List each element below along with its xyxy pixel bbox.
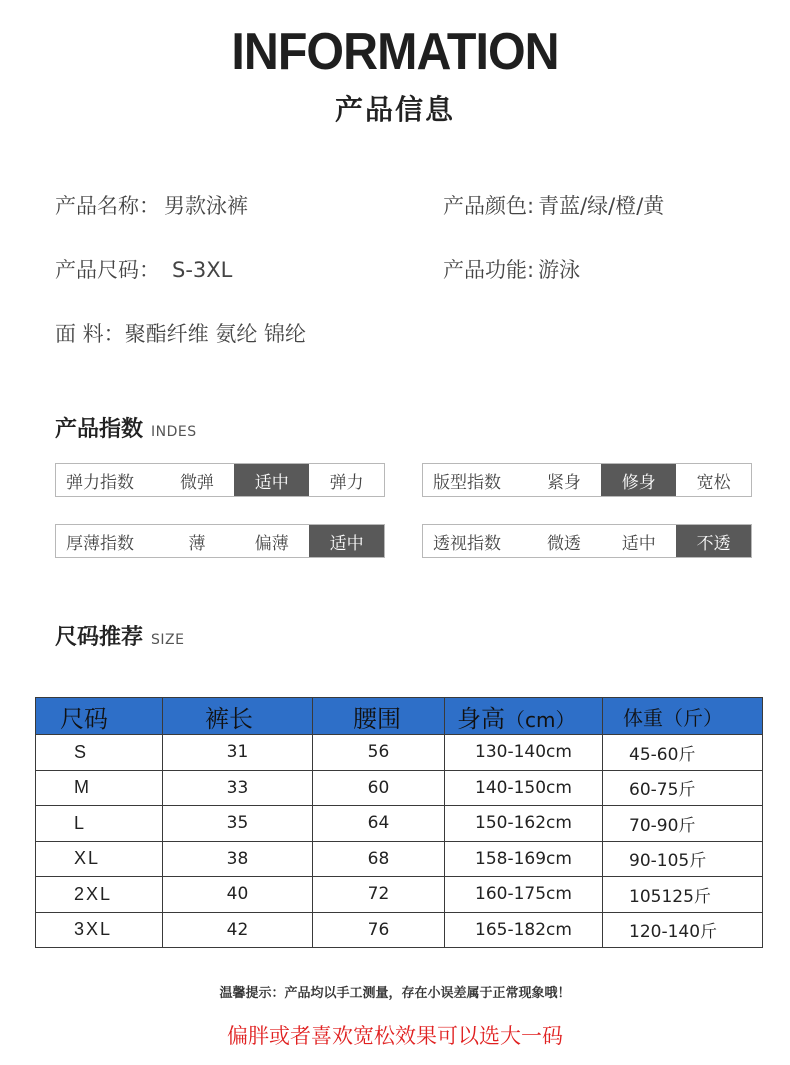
cell-length: 38 bbox=[163, 841, 313, 877]
index-section-title bbox=[55, 412, 197, 443]
product-size-label: 产品尺码： bbox=[55, 258, 160, 282]
product-color-value: 青蓝/绿/橙/黄 bbox=[538, 194, 665, 218]
thickness-option-medium: 适中 bbox=[309, 525, 384, 557]
cell-size: XL bbox=[36, 841, 163, 877]
thickness-option-thin: 薄 bbox=[188, 533, 206, 554]
cell-weight: 70-90斤 bbox=[603, 806, 763, 842]
elasticity-index-label: 弹力指数 bbox=[66, 472, 134, 493]
header-waist: 腰围 bbox=[313, 698, 445, 735]
cell-height: 160-175cm bbox=[445, 877, 603, 913]
cell-waist: 76 bbox=[313, 912, 445, 948]
thickness-index bbox=[55, 524, 385, 558]
measurement-tip: 温馨提示：产品均以手工测量，存在小误差属于正常现象哦！ bbox=[219, 986, 571, 1001]
cell-waist: 60 bbox=[313, 770, 445, 806]
cell-weight: 60-75斤 bbox=[603, 770, 763, 806]
product-color-row bbox=[443, 190, 664, 220]
thickness-option-slightly-thin: 偏薄 bbox=[254, 533, 289, 554]
transparency-option-slight: 微透 bbox=[546, 533, 581, 554]
fit-option-slim: 修身 bbox=[601, 464, 676, 496]
page-title-en: INFORMATION bbox=[231, 23, 559, 81]
cell-length: 42 bbox=[163, 912, 313, 948]
cell-waist: 56 bbox=[313, 735, 445, 771]
size-section-subtitle: SIZE bbox=[151, 632, 185, 648]
cell-size: S bbox=[36, 735, 163, 771]
cell-size: 2XL bbox=[36, 877, 163, 913]
cell-length: 35 bbox=[163, 806, 313, 842]
header-height bbox=[445, 698, 603, 735]
size-table-header bbox=[36, 698, 763, 735]
cell-length: 33 bbox=[163, 770, 313, 806]
product-function-label: 产品功能: bbox=[443, 258, 535, 282]
cell-waist: 68 bbox=[313, 841, 445, 877]
table-row bbox=[36, 912, 763, 948]
header-height-label: 身高 bbox=[457, 704, 505, 733]
table-row bbox=[36, 770, 763, 806]
elasticity-index bbox=[55, 463, 385, 497]
table-row bbox=[36, 806, 763, 842]
cell-length: 31 bbox=[163, 735, 313, 771]
transparency-index-label: 透视指数 bbox=[433, 533, 501, 554]
header-height-unit: （cm） bbox=[505, 707, 576, 732]
product-name-value: 男款泳裤 bbox=[164, 194, 248, 218]
product-size-row bbox=[55, 254, 232, 284]
size-section-title bbox=[55, 620, 184, 651]
cell-height: 130-140cm bbox=[445, 735, 603, 771]
table-row bbox=[36, 877, 763, 913]
table-row bbox=[36, 841, 763, 877]
header-size: 尺码 bbox=[36, 698, 163, 735]
cell-weight: 120-140斤 bbox=[603, 912, 763, 948]
product-function-value: 游泳 bbox=[538, 258, 581, 282]
size-advice-note: 偏胖或者喜欢宽松效果可以选大一码 bbox=[227, 1024, 563, 1048]
elasticity-option-medium: 适中 bbox=[234, 464, 309, 496]
header-weight-unit: （斤） bbox=[663, 705, 723, 730]
header-length: 裤长 bbox=[163, 698, 313, 735]
product-material-value: 聚酯纤维 氨纶 锦纶 bbox=[124, 322, 307, 346]
cell-height: 140-150cm bbox=[445, 770, 603, 806]
cell-weight: 45-60斤 bbox=[603, 735, 763, 771]
cell-size: 3XL bbox=[36, 912, 163, 948]
transparency-option-medium: 适中 bbox=[621, 533, 656, 554]
transparency-index bbox=[422, 524, 752, 558]
fit-option-loose: 宽松 bbox=[696, 472, 731, 493]
thickness-index-label: 厚薄指数 bbox=[66, 533, 134, 554]
fit-index bbox=[422, 463, 752, 497]
header-weight bbox=[603, 698, 763, 735]
elasticity-option-slight: 微弹 bbox=[179, 472, 214, 493]
cell-waist: 72 bbox=[313, 877, 445, 913]
fit-index-label: 版型指数 bbox=[433, 472, 501, 493]
page-title-cn: 产品信息 bbox=[334, 93, 455, 126]
product-material-label: 面 料： bbox=[55, 322, 125, 346]
product-name-row bbox=[55, 190, 248, 220]
table-row bbox=[36, 735, 763, 771]
product-name-label: 产品名称： bbox=[55, 194, 160, 218]
cell-size: L bbox=[36, 806, 163, 842]
elasticity-option-high: 弹力 bbox=[329, 472, 364, 493]
cell-size: M bbox=[36, 770, 163, 806]
cell-waist: 64 bbox=[313, 806, 445, 842]
fit-option-tight: 紧身 bbox=[546, 472, 581, 493]
transparency-option-opaque: 不透 bbox=[676, 525, 751, 557]
index-section-heading: 产品指数 bbox=[55, 417, 144, 442]
cell-weight: 90-105斤 bbox=[603, 841, 763, 877]
product-size-value: S-3XL bbox=[172, 258, 233, 282]
cell-length: 40 bbox=[163, 877, 313, 913]
size-section-heading: 尺码推荐 bbox=[55, 625, 144, 650]
cell-height: 158-169cm bbox=[445, 841, 603, 877]
header-weight-label: 体重 bbox=[623, 705, 663, 730]
cell-weight: 105125斤 bbox=[603, 877, 763, 913]
index-section-subtitle: INDES bbox=[151, 424, 197, 440]
product-color-label: 产品颜色: bbox=[443, 194, 535, 218]
product-function-row bbox=[443, 254, 580, 284]
product-material-row bbox=[55, 318, 306, 348]
cell-height: 165-182cm bbox=[445, 912, 603, 948]
cell-height: 150-162cm bbox=[445, 806, 603, 842]
size-table bbox=[35, 697, 763, 948]
